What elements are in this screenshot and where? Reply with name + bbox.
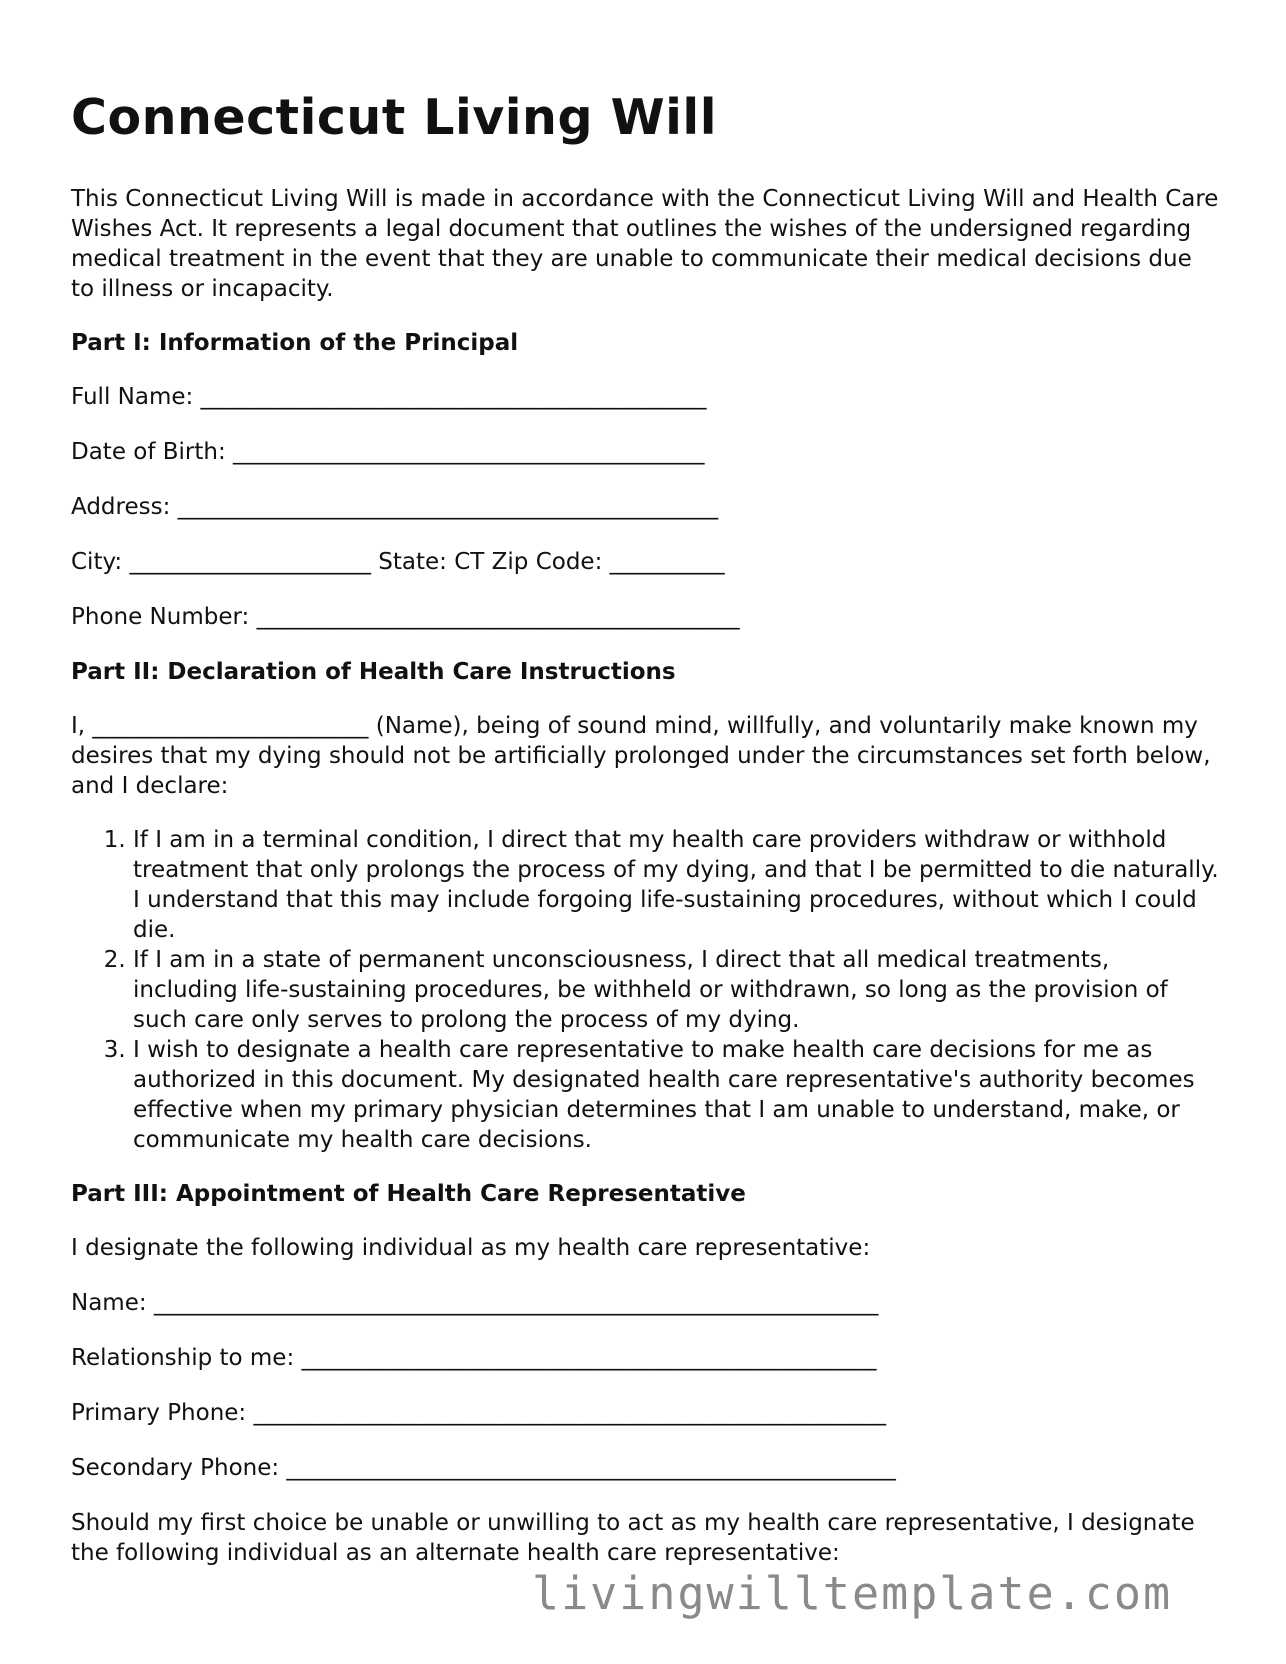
secondary-phone-field: Secondary Phone: _____________________________________________________ [71, 1455, 896, 1481]
representative-name-field: Name: _______________________________________________________________ [71, 1290, 879, 1316]
part1-heading: Part I: Information of the Principal [71, 330, 519, 356]
part3-heading: Part III: Appointment of Health Care Representative [71, 1181, 746, 1207]
designate-paragraph: I designate the following individual as my health care representative: [71, 1235, 871, 1261]
primary-phone-field: Primary Phone: _______________________________________________________ [71, 1400, 886, 1426]
instruction-item: 1. If I am in a terminal condition, I direct that my health care providers withdraw or withhold treatment that only prolongs the process of my dying, and that I be permitted to die naturally. I understand that this may include forgoing life-sustaining procedures, without which I could die. [133, 825, 1221, 945]
instructions-list [71, 825, 1221, 1155]
intro-paragraph: This Connecticut Living Will is made in accordance with the Connecticut Living Will and Health Care Wishes Act. It represents a legal document that outlines the wishes of the undersigned regarding medical treatment in the event that they are unable to communicate their medical decisions due to illness or incapacity. [71, 186, 1219, 302]
watermark-text: livingwilltemplate.com [532, 1567, 1173, 1620]
date-of-birth-field: Date of Birth: _________________________________________ [71, 439, 705, 465]
relationship-field: Relationship to me: __________________________________________________ [71, 1345, 877, 1371]
part2-heading: Part II: Declaration of Health Care Instructions [71, 659, 676, 685]
phone-number-field: Phone Number: __________________________________________ [71, 604, 740, 630]
address-field: Address: _______________________________________________ [71, 494, 719, 520]
alternate-paragraph: Should my first choice be unable or unwilling to act as my health care representative, I designate the following individual as an alternate health care representative: [71, 1510, 1195, 1566]
document-title: Connecticut Living Will [71, 89, 718, 146]
instruction-item: 2. If I am in a state of permanent unconsciousness, I direct that all medical treatments, including life-sustaining procedures, be withheld or withdrawn, so long as the provision of such care only serves to prolong the process of my dying. [133, 945, 1221, 1035]
full-name-field: Full Name: ____________________________________________ [71, 384, 707, 410]
document-page [71, 86, 1221, 1568]
city-state-zip-field: City: _____________________ State: CT Zip Code: __________ [71, 549, 725, 575]
instruction-item: 3. I wish to designate a health care representative to make health care decisions for me as authorized in this document. My designated health care representative's authority becomes effective when my primary physician determines that I am unable to understand, make, or communicate my health care decisions. [133, 1035, 1221, 1155]
declaration-paragraph: I, ________________________ (Name), being of sound mind, willfully, and voluntarily make known my desires that my dying should not be artificially prolonged under the circumstances set forth below, and I declare: [71, 713, 1211, 799]
